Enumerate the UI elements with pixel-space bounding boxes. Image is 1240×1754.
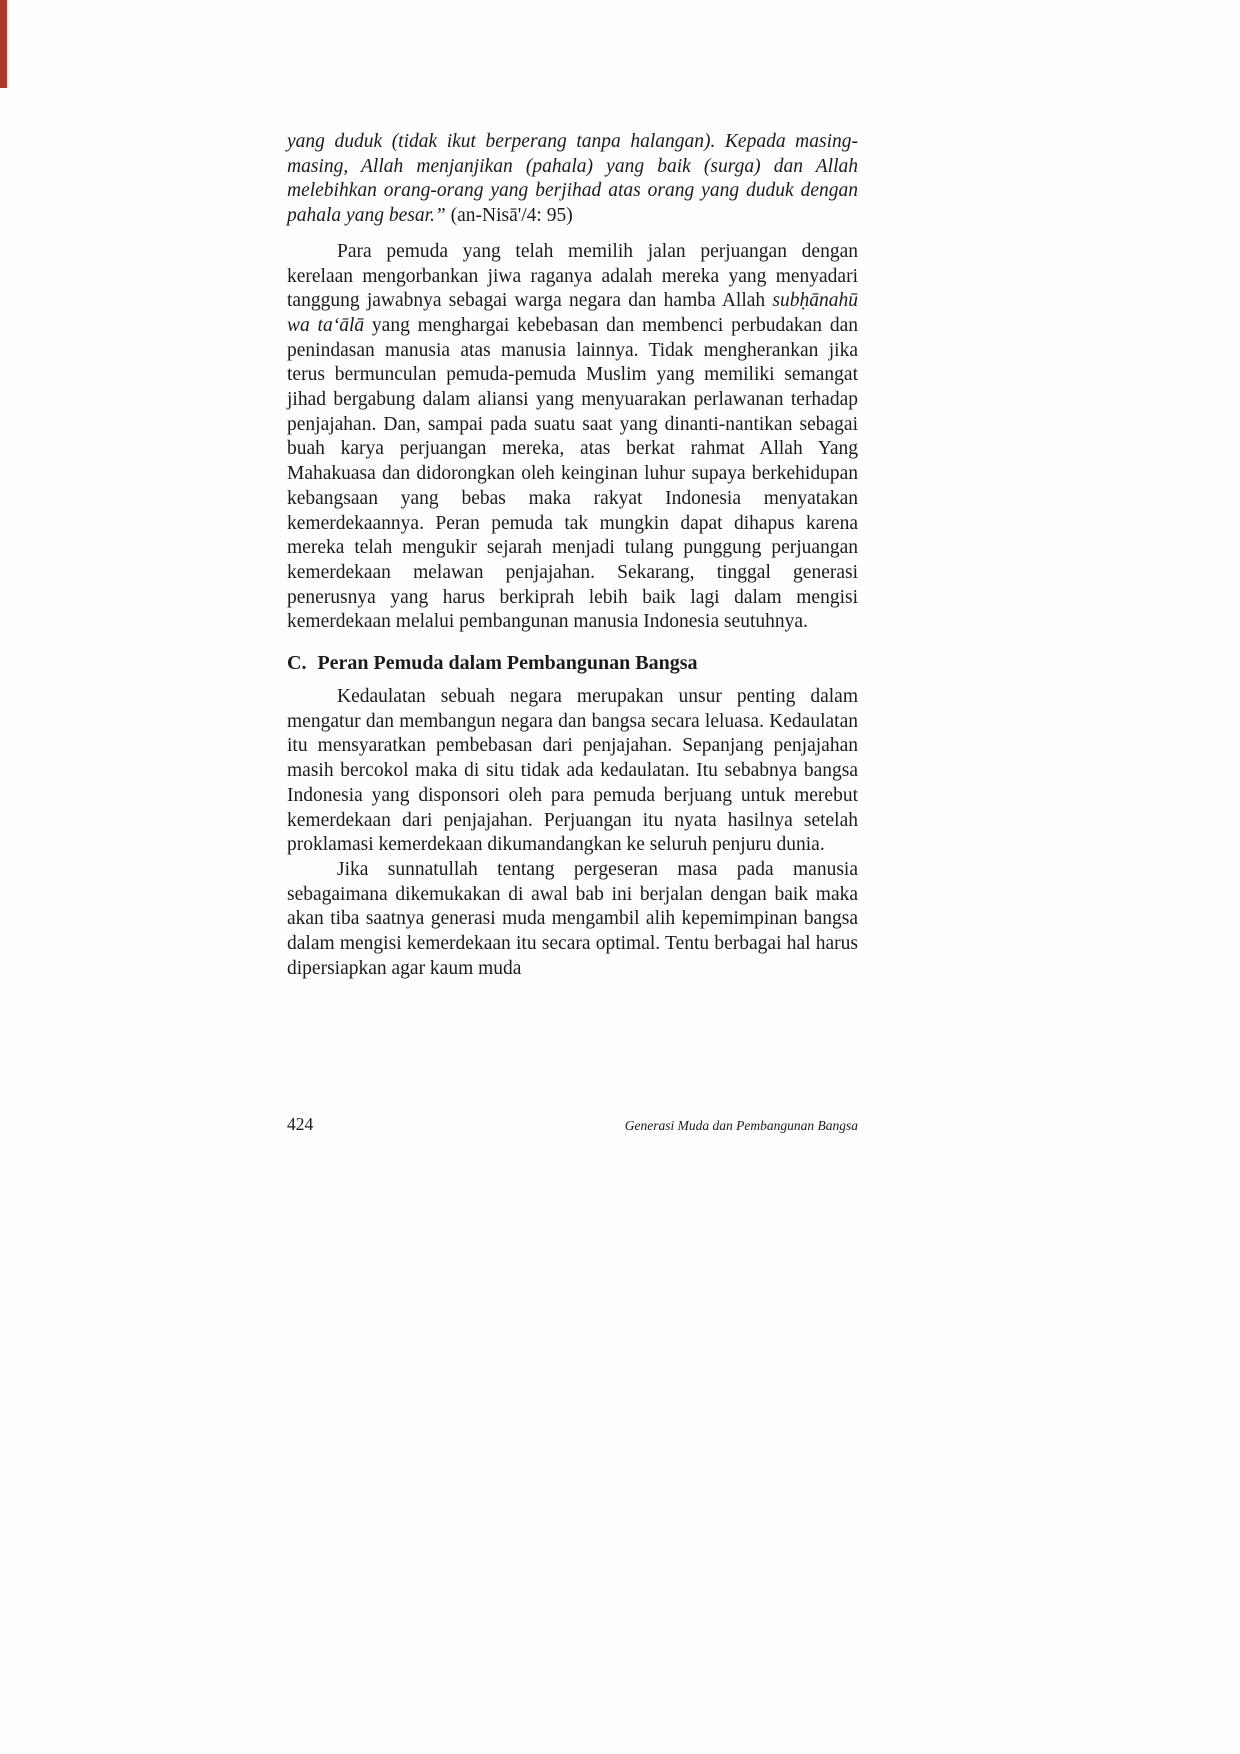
scan-artifact [0, 0, 7, 88]
page-footer [287, 1114, 858, 1135]
paragraph-kedaulatan: Kedaulatan sebuah negara merupakan unsur penting dalam mengatur dan membangun negara dan bangsa secara leluasa. Kedaulatan itu mensyaratkan pembebasan dari penjajahan. Sepanjang penjajahan masih bercokol maka di situ tidak ada kedaulatan. Itu sebabnya bangsa Indonesia yang disponsori oleh para pemuda berjuang untuk merebut kemerdekaan dari penjajahan. Perjuangan itu nyata hasilnya setelah proklamasi kemerdekaan dikumandangkan ke seluruh penjuru dunia. [287, 686, 858, 856]
paragraph-sunnatullah: Jika sunnatullah tentang pergeseran masa pada manusia sebagaimana dikemukakan di awal bab ini berjalan dengan baik maka akan tiba saatnya generasi muda mengambil alih kepemimpinan bangsa dalam mengisi kemerdekaan itu secara optimal. Tentu berbagai hal harus dipersiapkan agar kaum muda [287, 858, 858, 979]
section-heading-title: Peran Pemuda dalam Pembangunan Bangsa [317, 652, 698, 675]
arabic-phrase: subḥānahū wa ta‘ālā [287, 290, 858, 336]
section-heading-label: C. [287, 652, 307, 675]
quran-quote [287, 130, 858, 229]
quote-text: yang duduk (tidak ikut berperang tanpa halangan). Kepada masing-masing, Allah menjanjikan (pahala) yang baik (surga) dan Allah melebihkan orang-orang yang berjihad atas orang yang duduk dengan pahala yang besar.” [287, 131, 858, 227]
page-content [287, 130, 858, 982]
page-number: 424 [287, 1114, 314, 1134]
paragraph-pemuda-rest: yang menghargai kebebasan dan membenci perbudakan dan penindasan manusia atas manusia lainnya. Tidak mengherankan jika terus bermunculan pemuda-pemuda Muslim yang memiliki semangat jihad bergabung dalam aliansi yang menyuarakan perlawanan terhadap penjajahan. Dan, sampai pada suatu saat yang dinanti-nantikan sebagai buah karya perjuangan mereka, atas berkat rahmat Allah Yang Mahakuasa dan didorongkan oleh keinginan luhur supaya berkehidupan kebangsaan yang bebas maka rakyat Indonesia menyatakan kemerdekaannya. Peran pemuda tak mungkin dapat dihapus karena mereka telah mengukir sejarah menjadi tulang punggung perjuangan kemerdekaan melawan penjajahan. Sekarang, tinggal generasi penerusnya yang harus berkiprah lebih baik lagi dalam mengisi kemerdekaan melalui pembangunan manusia Indonesia seutuhnya. [287, 314, 858, 633]
section-heading [287, 651, 858, 676]
running-title: Generasi Muda dan Pembangunan Bangsa [624, 1118, 858, 1133]
paragraph-pemuda [287, 240, 858, 635]
quote-citation: (an-Nisā'/4: 95) [445, 205, 573, 227]
paragraph-pemuda-lead: Para pemuda yang telah memilih jalan perjuangan dengan kerelaan mengorbankan jiwa raganya adalah mereka yang menyadari tanggung jawabnya sebagai warga negara dan hamba Allah [287, 240, 858, 312]
